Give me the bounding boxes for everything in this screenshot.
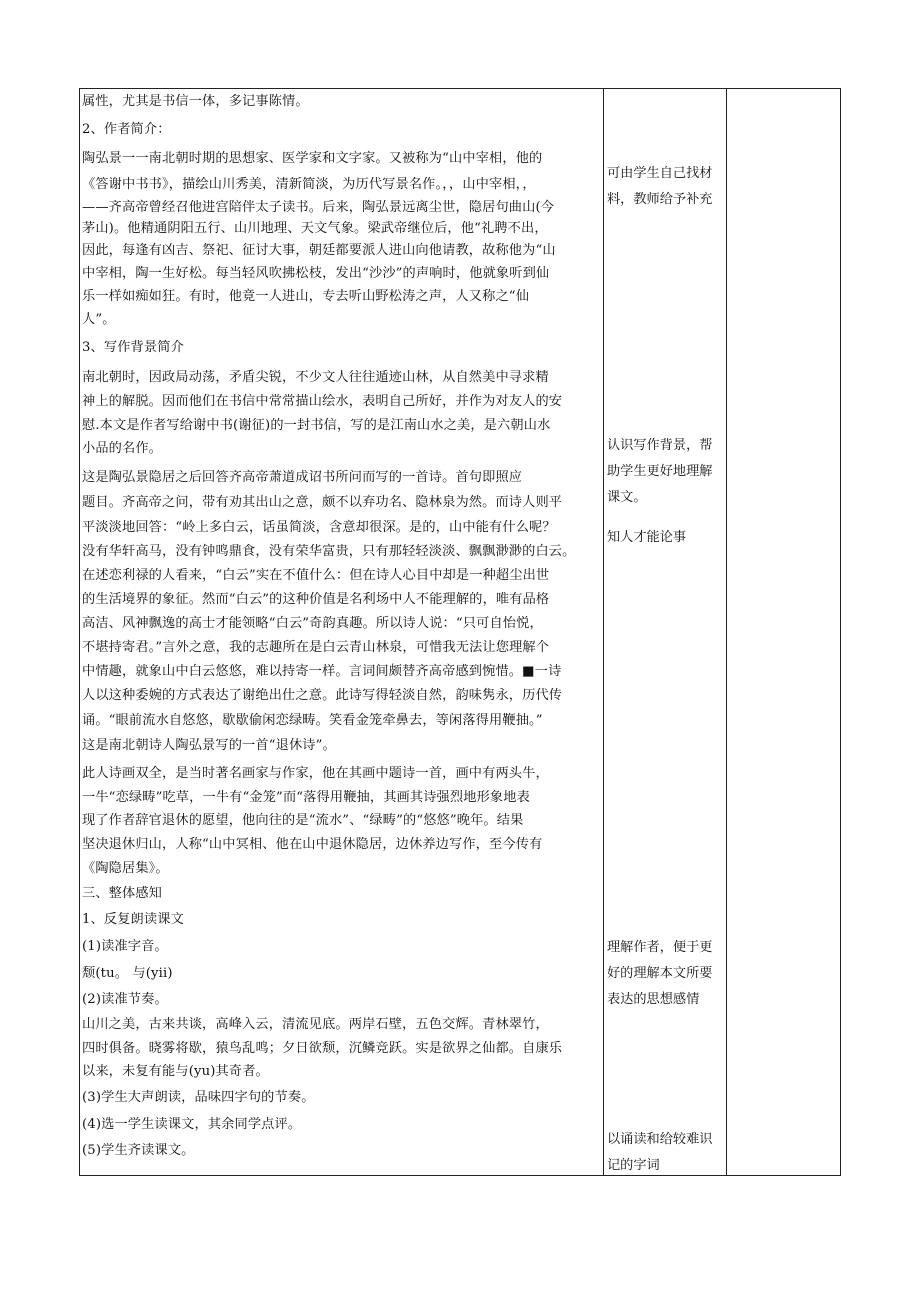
- content-line: 山川之美，古来共谈，高峰入云，清流见底。两岸石壁，五色交辉。青林翠竹，: [82, 1017, 549, 1032]
- content-line: 《陶隐居集》。: [82, 861, 169, 876]
- note-know-author: 知人才能论事: [607, 530, 687, 545]
- content-line: 此人诗画双全，是当时著名画家与作家，他在其画中题诗一首，画中有两头牛，: [82, 766, 549, 781]
- content-line: 颓(tu。 与(yii): [82, 966, 173, 981]
- content-line: 2、作者简介：: [82, 122, 171, 137]
- content-line: 人”。: [82, 312, 116, 327]
- content-line: 中情趣，就象山中白云悠悠，难以持寄一样。言词间颇替齐高帝感到惋惜。■一诗: [82, 664, 562, 679]
- content-line: 慰.本文是作者写给谢中书(谢征)的一封书信，写的是江南山水之美，是六朝山水: [82, 418, 551, 433]
- content-line: 这是南北朝诗人陶弘景写的一首“退休诗”。: [82, 738, 336, 753]
- content-line: 以来，未复有能与(yu)其奇者。: [82, 1064, 269, 1079]
- content-line: 中宰相，陶一生好松。每当轻风吹拂松枝，发出“沙沙”的声响时，他就象听到仙: [82, 266, 550, 281]
- section-heading: 三、整体感知: [82, 886, 163, 901]
- content-line: 在述恋利禄的人看来，“白云”实在不值什么：但在诗人心目中却是一种超尘出世: [82, 568, 550, 583]
- content-line: 的生活境界的象征。然而“白云”的这种价值是名利场中人不能理解的，唯有品格: [82, 592, 550, 607]
- content-line: 茅山)。他精通阴阳五行、山川地理、天文气象。梁武帝继位后，他“礼聘不出，: [82, 221, 548, 236]
- content-line: 诵。“眼前流水自悠悠，歇歇偷闲恋绿畴。笑看金笼牵鼻去，等闲落得用鞭抽。”: [82, 713, 543, 728]
- content-line: (2)读准节奏。: [82, 992, 168, 1007]
- lesson-plan-table: [79, 88, 841, 1176]
- note-understand: 理解作者，便于更好的理解本文所要表达的思想感情: [607, 940, 713, 1007]
- column-divider-1: [603, 89, 604, 1175]
- content-line: 因此，每逢有凶吉、祭祀、征讨大事，朝廷都要派人进山向他请教，故称他为“山: [82, 243, 556, 258]
- content-line: 陶弘景一一南北朝时期的思想家、医学家和文字家。又被称为“山中宰相，他的: [82, 151, 543, 166]
- content-line: 南北朝时，因政局动荡，矛盾尖锐，不少文人往往遁迹山林，从自然美中寻求精: [82, 370, 549, 385]
- content-line: (1)读准字音。: [82, 939, 168, 954]
- content-line: 乐一样如痴如狂。有时，他竟一人进山，专去听山野松涛之声，人又称之“仙: [82, 289, 530, 304]
- content-line: 没有华轩高马，没有钟鸣鼎食，没有荣华富贵，只有那轻轻淡淡、飘飘渺渺的白云。: [82, 544, 576, 559]
- content-line: 不堪持寄君。”言外之意，我的志趣所在是白云青山林泉，可惜我无法让您理解个: [82, 640, 550, 655]
- content-line: 平淡淡地回答：“岭上多白云，话虽简淡，含意却很深。是的，山中能有什么呢？: [82, 520, 556, 535]
- content-line: 四时俱备。晓雾将歇，猿鸟乱鸣；夕日欲颓，沉鳞竞跃。实是欲界之仙都。自康乐: [82, 1041, 563, 1056]
- content-line: (3)学生大声朗读，品味四字句的节奏。: [82, 1090, 315, 1105]
- content-line: 这是陶弘景隐居之后回答齐高帝萧道成诏书所问而写的一首诗。首句即照应: [82, 470, 523, 485]
- content-line: 《答谢中书书》，描绘山川秀美，清新简淡，为历代写景名作。，，山中宰相，，: [82, 177, 536, 192]
- column-divider-2: [726, 89, 727, 1175]
- content-line: 1、反复朗读课文: [82, 912, 184, 927]
- note-recitation: 以诵读和给较难识记的字词: [607, 1132, 713, 1173]
- content-line: 3、写作背景简介: [82, 340, 184, 355]
- content-line: 神上的解脱。因而他们在书信中常常描山绘水，表明自己所好，并作为对友人的安: [82, 394, 563, 409]
- content-line: 高洁、风神飘逸的高士才能领略“白云”奇韵真趣。所以诗人说：“只可自怡悦，: [82, 616, 543, 631]
- content-line: ——齐高帝曾经召他进宫陪伴太子读书。后来，陶弘景远离尘世，隐居句曲山(今: [82, 200, 555, 215]
- note-background: 认识写作背景，帮助学生更好地理解课文。: [607, 438, 713, 505]
- content-line: (5)学生齐读课文。: [82, 1143, 195, 1158]
- content-line: 现了作者辞官退休的愿望，他向往的是“流水”、“绿畴”的“悠悠”晚年。结果: [82, 813, 524, 828]
- content-line: 一牛“恋绿畴”吃草，一牛有“金笼”而“落得用鞭抽，其画其诗强烈地形象地表: [82, 790, 530, 805]
- content-line: 题目。齐高帝之问，带有劝其出山之意，颇不以弃功名、隐林泉为然。而诗人则平: [82, 495, 563, 510]
- content-line: 属性，尤其是书信一体，多记事陈情。: [82, 94, 309, 109]
- content-line: 小品的名作。: [82, 441, 163, 456]
- content-line: 坚决退休归山，人称“山中冥相、他在山中退休隐居，边休养边写作，至今传有: [82, 837, 543, 852]
- content-line: 人以这种委婉的方式表达了谢绝出仕之意。此诗写得轻淡自然，韵味隽永，历代传: [82, 688, 563, 703]
- note-supplement: 可由学生自己找材料，教师给予补充: [607, 166, 713, 207]
- content-line: (4)选一学生读课文，其余同学点评。: [82, 1117, 302, 1132]
